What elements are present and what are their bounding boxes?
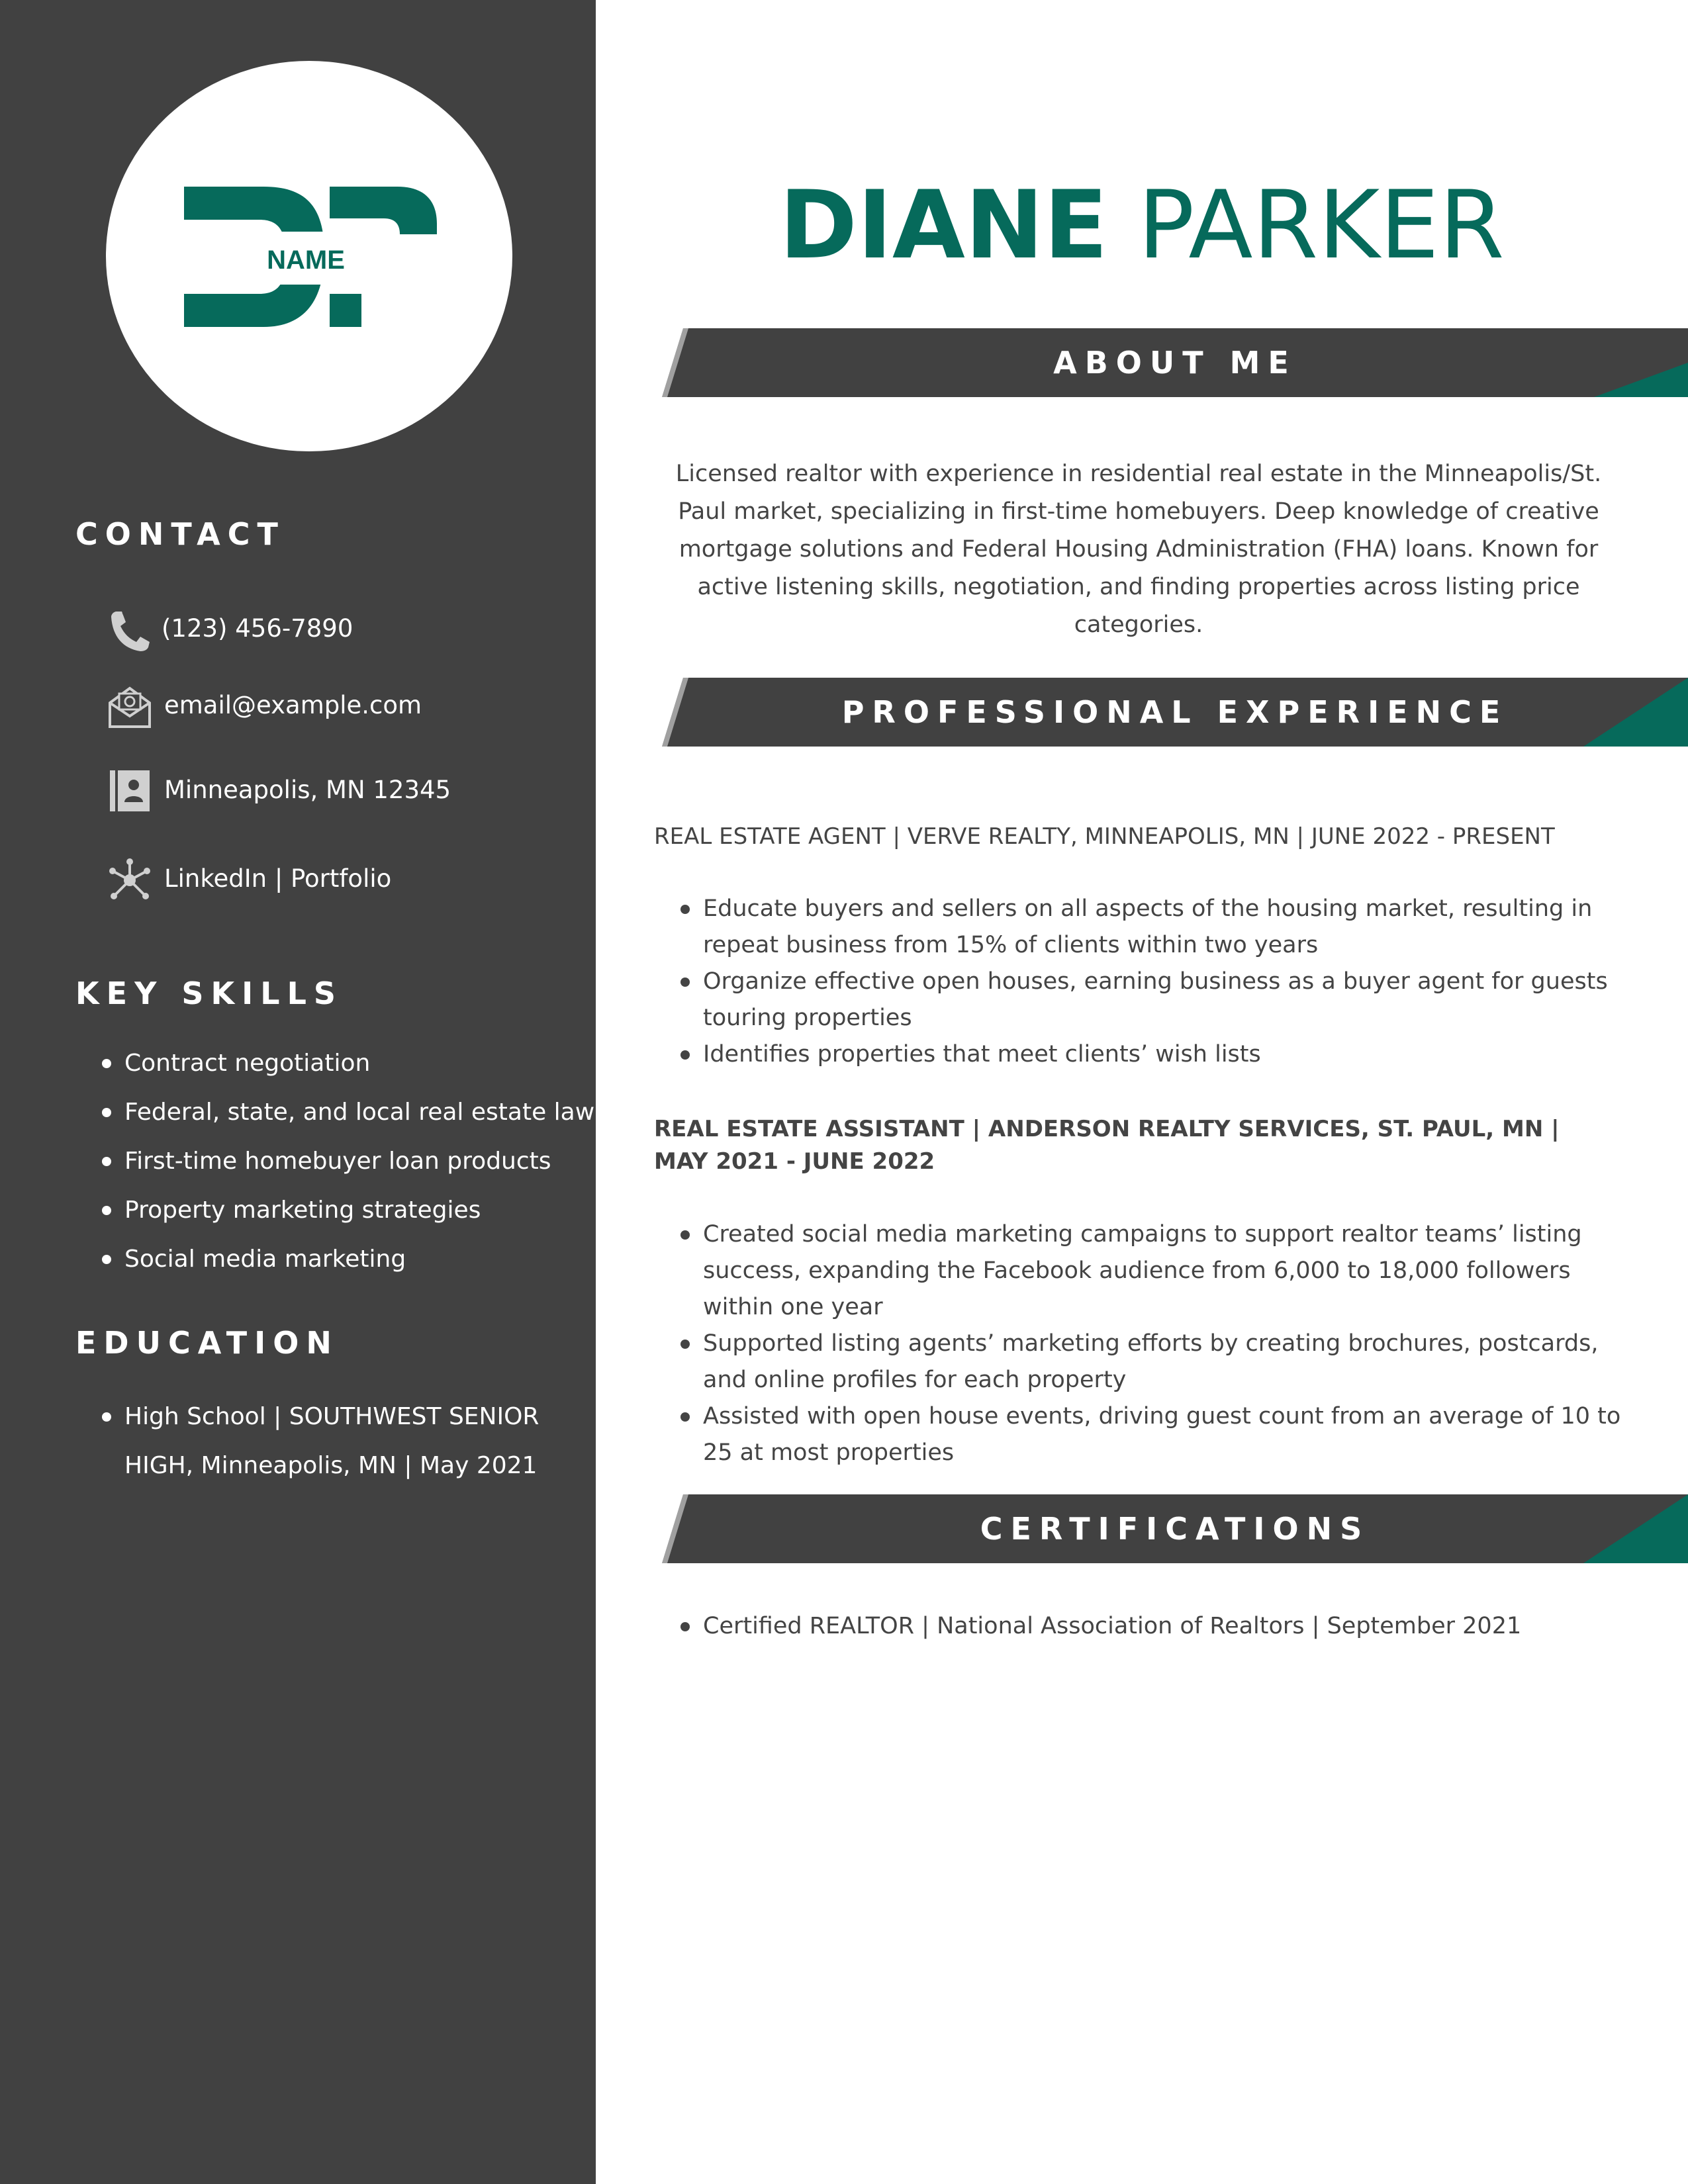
contact-address (107, 769, 571, 822)
email-address[interactable]: email@example.com (164, 691, 422, 719)
candidate-name (596, 171, 1688, 280)
network-icon (107, 858, 152, 903)
contact-heading: CONTACT (75, 516, 285, 552)
job-title: REAL ESTATE AGENT | VERVE REALTY, MINNEAPOLIS, MN | JUNE 2022 - PRESENT (654, 823, 1555, 850)
about-text: Licensed realtor with experience in residential real estate in the Minneapolis/St. Paul market, specializing in first-time homebuyers. Deep knowledge of creative mortgage solutions and Federal Housing Administration (FHA) loans. Known for active listening skills, negotiation, and finding properties across listing price categories. (675, 461, 1602, 638)
skill-item: Federal, state, and local real estate law (102, 1088, 594, 1137)
experience-banner (662, 678, 1688, 747)
job-bullet: Educate buyers and sellers on all aspects of the housing market, resulting in repeat business from 15% of clients within two years (680, 891, 1634, 964)
job-bullet: Organize effective open houses, earning business as a buyer agent for guests touring properties (680, 964, 1634, 1036)
mail-icon (107, 684, 152, 729)
contact-phone (107, 608, 571, 660)
job-bullets (680, 1216, 1634, 1471)
phone-icon (107, 608, 152, 653)
job-bullets (680, 891, 1634, 1073)
about-heading: ABOUT ME (1053, 345, 1297, 381)
address: Minneapolis, MN 12345 (164, 776, 451, 804)
job-title: REAL ESTATE ASSISTANT | ANDERSON REALTY SERVICES, ST. PAUL, MN | MAY 2021 - JUNE 2022 (654, 1116, 1560, 1175)
skills-heading: KEY SKILLS (75, 976, 344, 1011)
job-bullet: Created social media marketing campaigns to support realtor teams’ listing success, expanding the Facebook audience from 6,000 to 18,000 followers within one year (680, 1216, 1634, 1326)
address-book-icon (107, 769, 152, 814)
job-bullet: Assisted with open house events, driving guest count from an average of 10 to 25 at most properties (680, 1398, 1634, 1471)
skill-item: Social media marketing (102, 1235, 594, 1284)
logo (106, 61, 512, 451)
job-bullet: Identifies properties that meet clients’ wish lists (680, 1036, 1634, 1073)
about-banner (662, 328, 1688, 397)
skills-list (102, 1039, 594, 1284)
contact-links (107, 858, 571, 911)
last-name: PARKER (1137, 171, 1505, 280)
certifications-heading: CERTIFICATIONS (980, 1511, 1370, 1547)
certification-item: Certified REALTOR | National Association of Realtors | September 2021 (680, 1608, 1634, 1645)
education-item: High School | SOUTHWEST SENIOR HIGH, Minneapolis, MN | May 2021 (124, 1403, 539, 1479)
certifications-banner (662, 1494, 1688, 1563)
experience-heading: PROFESSIONAL EXPERIENCE (841, 694, 1509, 730)
skill-item: First-time homebuyer loan products (102, 1137, 594, 1186)
education-bullet (102, 1412, 111, 1422)
logo-label: NAME (267, 246, 345, 275)
links[interactable]: LinkedIn | Portfolio (164, 864, 392, 893)
skill-item: Property marketing strategies (102, 1186, 594, 1235)
education-heading: EDUCATION (75, 1325, 339, 1361)
phone-number[interactable]: (123) 456-7890 (162, 614, 353, 643)
job-bullet: Supported listing agents’ marketing efforts by creating brochures, postcards, and online profiles for each property (680, 1326, 1634, 1398)
certification-list (680, 1608, 1634, 1645)
contact-email (107, 684, 571, 737)
sidebar (0, 0, 596, 2184)
skill-item: Contract negotiation (102, 1039, 594, 1088)
monogram-logo (106, 61, 512, 451)
first-name: DIANE (779, 171, 1108, 280)
